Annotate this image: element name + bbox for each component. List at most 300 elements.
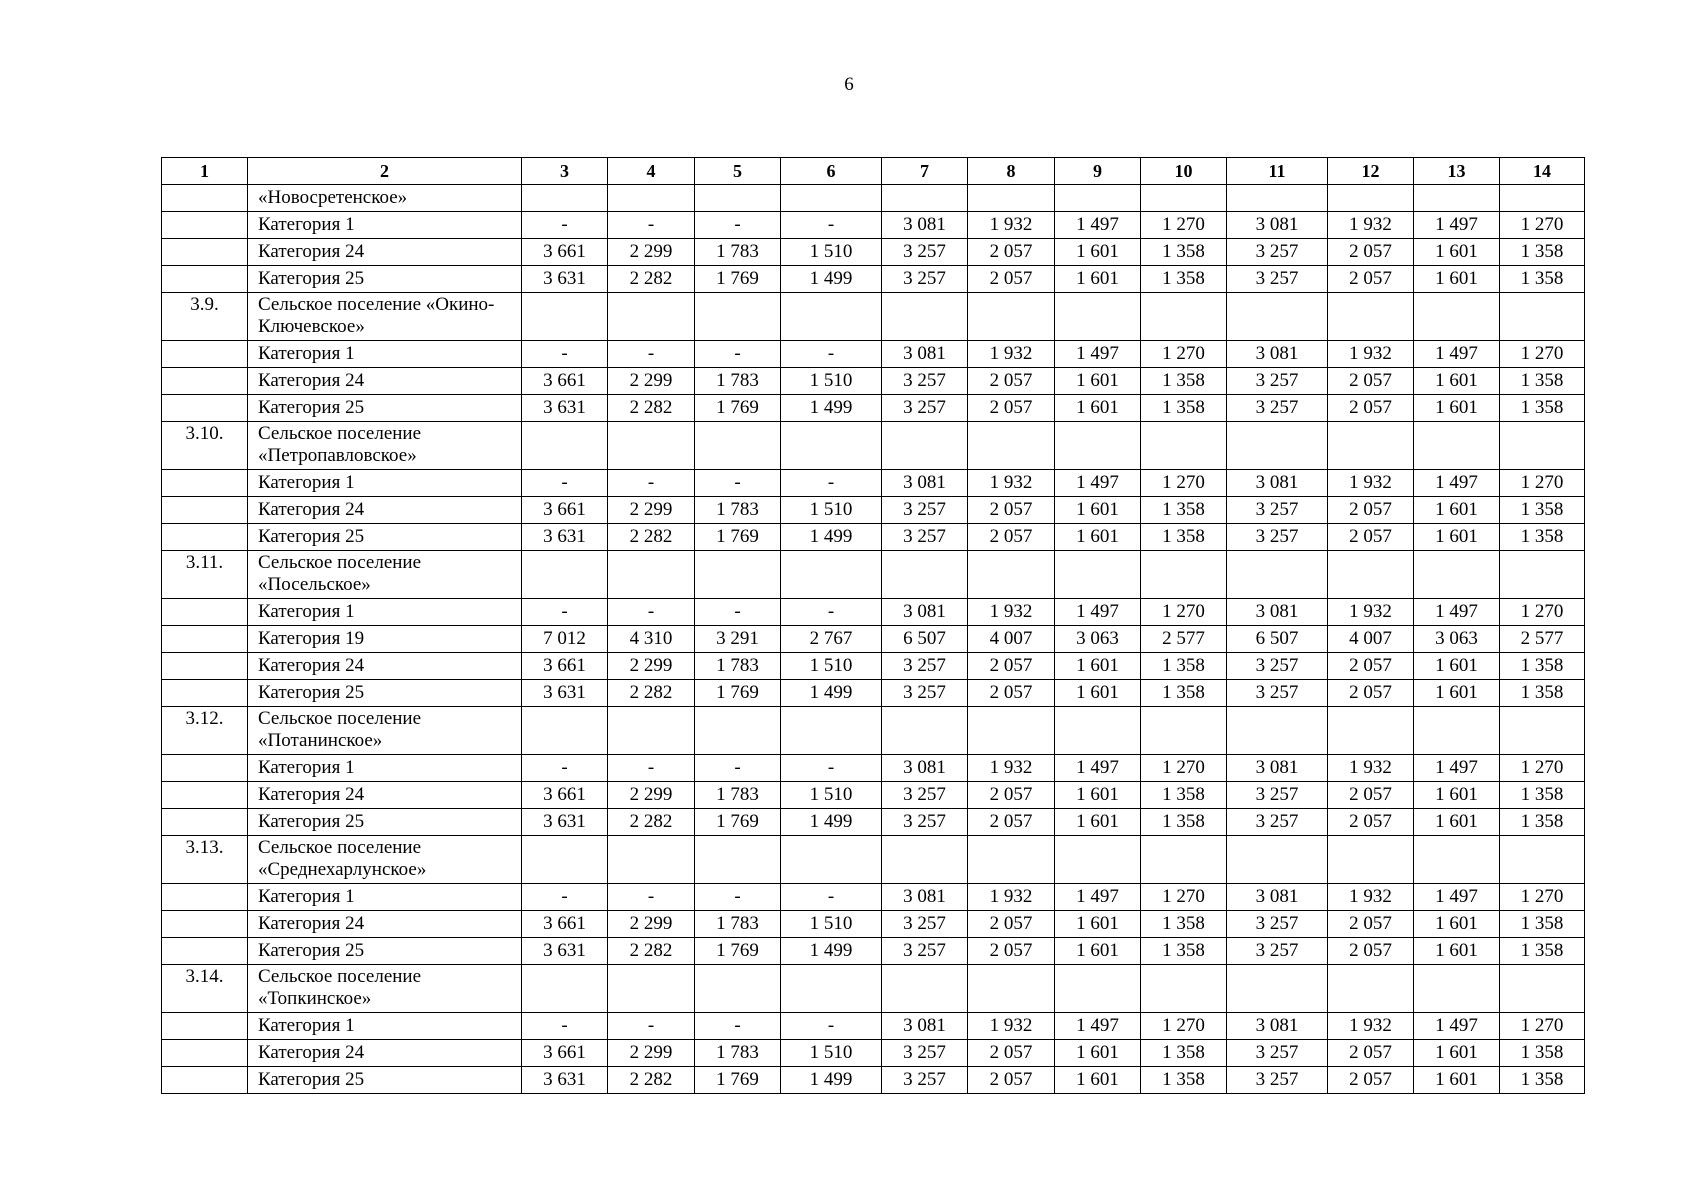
value-cell: 2 299 [608,368,695,395]
value-cell: 1 932 [1328,341,1414,368]
value-cell: 2 299 [608,653,695,680]
value-cell: 1 497 [1414,1013,1500,1040]
value-cell [695,293,781,341]
value-cell: 1 769 [695,938,781,965]
value-cell: 1 497 [1414,884,1500,911]
value-cell: 3 257 [1227,809,1328,836]
row-index [162,626,248,653]
row-index [162,341,248,368]
value-cell: 1 510 [781,497,882,524]
value-cell [882,293,968,341]
value-cell [1414,185,1500,212]
value-cell: 1 510 [781,911,882,938]
row-index: 3.12. [162,707,248,755]
row-index: 3.11. [162,551,248,599]
value-cell: - [522,599,608,626]
value-cell: 1 783 [695,497,781,524]
row-name: Категория 24 [248,239,522,266]
table-row [162,1040,1585,1067]
value-cell: 1 783 [695,1040,781,1067]
value-cell [1141,422,1227,470]
value-cell: 3 661 [522,368,608,395]
value-cell [1328,185,1414,212]
value-cell: - [695,470,781,497]
value-cell [1414,836,1500,884]
value-cell: 2 299 [608,497,695,524]
table-row [162,626,1585,653]
row-index [162,599,248,626]
value-cell: 1 358 [1500,239,1585,266]
value-cell: 2 057 [968,809,1055,836]
value-cell: - [781,212,882,239]
value-cell: 1 497 [1414,470,1500,497]
row-index [162,938,248,965]
value-cell [695,836,781,884]
value-cell: 3 257 [1227,524,1328,551]
column-header: 14 [1500,158,1585,185]
value-cell: - [522,212,608,239]
value-cell: 1 358 [1500,395,1585,422]
value-cell: 1 270 [1141,1013,1227,1040]
value-cell [968,965,1055,1013]
value-cell: 1 601 [1055,239,1141,266]
value-cell: 2 057 [1328,782,1414,809]
value-cell: 1 358 [1500,1040,1585,1067]
value-cell: 1 358 [1500,497,1585,524]
table-row [162,341,1585,368]
table-row [162,680,1585,707]
value-cell: 1 601 [1055,368,1141,395]
value-cell: 1 932 [968,599,1055,626]
value-cell [781,965,882,1013]
value-cell: 1 769 [695,524,781,551]
tariff-table [161,157,1585,1094]
value-cell: - [608,599,695,626]
value-cell: 2 282 [608,1067,695,1094]
value-cell [781,707,882,755]
value-cell [1141,836,1227,884]
table-row [162,1013,1585,1040]
value-cell [695,185,781,212]
value-cell: 3 081 [1227,341,1328,368]
value-cell: 1 358 [1141,239,1227,266]
value-cell: 2 767 [781,626,882,653]
value-cell: 1 270 [1141,884,1227,911]
table-row [162,755,1585,782]
value-cell: 3 257 [882,680,968,707]
value-cell: 3 081 [882,1013,968,1040]
value-cell [608,707,695,755]
column-header: 3 [522,158,608,185]
value-cell: 2 057 [1328,653,1414,680]
value-cell: 3 257 [1227,239,1328,266]
value-cell [695,422,781,470]
value-cell: 1 270 [1141,341,1227,368]
value-cell [1328,836,1414,884]
row-name: Сельское поселение «Потанинское» [248,707,522,755]
value-cell: 2 282 [608,266,695,293]
value-cell: 3 661 [522,1040,608,1067]
value-cell: 3 661 [522,911,608,938]
column-header: 10 [1141,158,1227,185]
value-cell: 1 499 [781,1067,882,1094]
value-cell [608,551,695,599]
row-name: Категория 25 [248,524,522,551]
value-cell [522,965,608,1013]
row-index: 3.13. [162,836,248,884]
row-name: Категория 1 [248,212,522,239]
value-cell: 1 358 [1500,809,1585,836]
value-cell: 2 057 [1328,911,1414,938]
value-cell: 3 081 [882,884,968,911]
value-cell: 3 291 [695,626,781,653]
value-cell: 3 081 [1227,212,1328,239]
value-cell [882,965,968,1013]
value-cell: 3 631 [522,524,608,551]
table-row [162,782,1585,809]
row-name: Категория 1 [248,341,522,368]
value-cell [1141,293,1227,341]
value-cell: - [695,341,781,368]
value-cell [781,422,882,470]
value-cell [1055,965,1141,1013]
value-cell: 2 299 [608,239,695,266]
row-index [162,185,248,212]
value-cell: 3 257 [1227,938,1328,965]
value-cell: - [781,599,882,626]
value-cell: 1 601 [1055,782,1141,809]
section-row [162,422,1585,470]
value-cell [781,551,882,599]
value-cell: 2 057 [968,368,1055,395]
table-row [162,524,1585,551]
value-cell: 2 057 [1328,524,1414,551]
table-header [162,158,1585,185]
value-cell [968,551,1055,599]
value-cell: 2 057 [968,911,1055,938]
row-name: Сельское поселение «Топкинское» [248,965,522,1013]
value-cell: 1 499 [781,680,882,707]
value-cell: 1 510 [781,368,882,395]
value-cell: 1 601 [1055,911,1141,938]
value-cell: 1 497 [1055,755,1141,782]
value-cell: 1 601 [1414,911,1500,938]
value-cell [1500,293,1585,341]
value-cell: 4 007 [1328,626,1414,653]
value-cell: 2 057 [968,239,1055,266]
value-cell: 6 507 [882,626,968,653]
row-index [162,1067,248,1094]
value-cell: 1 601 [1414,395,1500,422]
row-index [162,497,248,524]
value-cell: 1 358 [1141,395,1227,422]
value-cell: 3 081 [1227,755,1328,782]
value-cell: - [608,212,695,239]
value-cell: 1 358 [1141,938,1227,965]
value-cell: 1 601 [1055,1040,1141,1067]
column-header: 2 [248,158,522,185]
value-cell: 2 299 [608,911,695,938]
value-cell: 1 601 [1414,1067,1500,1094]
value-cell: 3 257 [882,1067,968,1094]
value-cell: - [522,470,608,497]
value-cell [1414,293,1500,341]
value-cell: 1 497 [1055,1013,1141,1040]
value-cell: 1 601 [1055,653,1141,680]
value-cell: 1 601 [1055,809,1141,836]
row-name: Категория 24 [248,368,522,395]
value-cell: 3 257 [1227,1067,1328,1094]
row-index [162,239,248,266]
value-cell [1227,185,1328,212]
value-cell: 1 270 [1141,470,1227,497]
value-cell: 2 057 [1328,938,1414,965]
value-cell: 1 783 [695,239,781,266]
row-name: Категория 24 [248,497,522,524]
header-row [162,158,1585,185]
value-cell: 1 499 [781,524,882,551]
value-cell: 2 057 [968,1067,1055,1094]
value-cell [522,293,608,341]
row-index: 3.14. [162,965,248,1013]
column-header: 5 [695,158,781,185]
table-row [162,911,1585,938]
value-cell: 1 497 [1055,341,1141,368]
value-cell [1414,965,1500,1013]
value-cell: 1 601 [1055,938,1141,965]
value-cell: 1 358 [1500,368,1585,395]
value-cell: 3 661 [522,497,608,524]
value-cell: 1 932 [1328,470,1414,497]
value-cell: 1 497 [1055,599,1141,626]
row-index [162,809,248,836]
value-cell: 3 631 [522,1067,608,1094]
column-header: 9 [1055,158,1141,185]
value-cell: 1 499 [781,266,882,293]
value-cell [1500,836,1585,884]
value-cell: - [695,599,781,626]
value-cell: 3 063 [1414,626,1500,653]
value-cell: 1 601 [1414,809,1500,836]
row-name: Категория 24 [248,653,522,680]
table-row [162,884,1585,911]
value-cell: 1 270 [1500,341,1585,368]
value-cell: 3 257 [882,653,968,680]
value-cell: 3 081 [882,341,968,368]
value-cell: 1 932 [1328,1013,1414,1040]
value-cell: 2 282 [608,809,695,836]
value-cell: 1 783 [695,782,781,809]
value-cell: 1 601 [1414,653,1500,680]
table-row [162,653,1585,680]
value-cell [968,836,1055,884]
value-cell: - [608,884,695,911]
value-cell [608,422,695,470]
section-row [162,551,1585,599]
value-cell [1227,836,1328,884]
value-cell [968,707,1055,755]
table-row [162,470,1585,497]
value-cell: 1 358 [1141,266,1227,293]
value-cell: - [781,341,882,368]
value-cell: 3 257 [882,938,968,965]
value-cell: 3 257 [1227,782,1328,809]
table-row [162,938,1585,965]
row-index: 3.9. [162,293,248,341]
row-index [162,395,248,422]
value-cell: 2 057 [968,1040,1055,1067]
value-cell: 1 497 [1055,884,1141,911]
value-cell: 1 510 [781,1040,882,1067]
value-cell: 1 932 [1328,884,1414,911]
value-cell: 3 257 [1227,653,1328,680]
value-cell: 3 631 [522,809,608,836]
value-cell [968,293,1055,341]
value-cell [1141,551,1227,599]
value-cell: 1 601 [1414,266,1500,293]
row-name: Категория 1 [248,884,522,911]
value-cell: 1 270 [1500,1013,1585,1040]
row-index [162,524,248,551]
value-cell: - [522,341,608,368]
value-cell [781,836,882,884]
value-cell: 3 257 [882,524,968,551]
value-cell: 3 257 [882,497,968,524]
row-name: Категория 25 [248,395,522,422]
value-cell [1055,185,1141,212]
value-cell: 1 601 [1414,680,1500,707]
value-cell [1227,707,1328,755]
value-cell [1055,836,1141,884]
value-cell: 2 057 [968,680,1055,707]
value-cell: 1 601 [1055,266,1141,293]
value-cell: - [608,755,695,782]
value-cell [1227,551,1328,599]
row-name: Категория 25 [248,266,522,293]
value-cell: 1 358 [1500,782,1585,809]
section-row [162,293,1585,341]
value-cell: - [522,755,608,782]
value-cell: 1 769 [695,809,781,836]
value-cell: 3 081 [1227,470,1328,497]
value-cell: 1 270 [1500,755,1585,782]
value-cell: 3 257 [882,239,968,266]
row-name: Категория 25 [248,1067,522,1094]
value-cell: 1 601 [1055,395,1141,422]
value-cell: 1 932 [1328,212,1414,239]
value-cell [1328,965,1414,1013]
value-cell: 3 661 [522,653,608,680]
value-cell [1141,185,1227,212]
value-cell [608,185,695,212]
value-cell: 1 932 [968,470,1055,497]
value-cell: - [522,884,608,911]
value-cell: 1 358 [1141,653,1227,680]
table-row [162,497,1585,524]
value-cell: 1 601 [1414,938,1500,965]
value-cell: 3 063 [1055,626,1141,653]
value-cell [1500,551,1585,599]
value-cell: 3 631 [522,938,608,965]
value-cell [522,422,608,470]
value-cell [781,293,882,341]
value-cell: 1 358 [1500,1067,1585,1094]
value-cell: 1 497 [1055,212,1141,239]
row-name: Сельское поселение «Посельское» [248,551,522,599]
row-name: Категория 24 [248,911,522,938]
column-header: 13 [1414,158,1500,185]
value-cell: 1 358 [1500,680,1585,707]
value-cell: 3 257 [882,266,968,293]
value-cell: 1 270 [1141,599,1227,626]
table-row [162,1067,1585,1094]
value-cell: 3 257 [882,911,968,938]
value-cell: 2 057 [968,266,1055,293]
row-name: Категория 1 [248,755,522,782]
value-cell: 3 081 [882,212,968,239]
value-cell: 3 081 [1227,884,1328,911]
value-cell: 3 257 [1227,911,1328,938]
value-cell: 2 057 [1328,266,1414,293]
value-cell: 1 932 [968,341,1055,368]
value-cell: 1 358 [1141,782,1227,809]
value-cell: 1 270 [1500,884,1585,911]
value-cell: 2 057 [1328,1067,1414,1094]
value-cell: 1 358 [1141,524,1227,551]
value-cell: - [781,1013,882,1040]
value-cell: 3 661 [522,782,608,809]
value-cell [522,551,608,599]
value-cell: 1 510 [781,653,882,680]
value-cell: 1 358 [1141,680,1227,707]
row-index [162,266,248,293]
row-name: Категория 25 [248,809,522,836]
value-cell: 2 057 [1328,1040,1414,1067]
value-cell [1414,707,1500,755]
value-cell: 1 769 [695,1067,781,1094]
value-cell: 1 497 [1055,470,1141,497]
table-row [162,368,1585,395]
value-cell: 4 007 [968,626,1055,653]
row-index [162,680,248,707]
value-cell [968,185,1055,212]
value-cell: 3 257 [1227,680,1328,707]
section-row [162,836,1585,884]
table-row [162,809,1585,836]
value-cell [1500,185,1585,212]
row-index [162,755,248,782]
value-cell: 1 499 [781,938,882,965]
value-cell: - [695,1013,781,1040]
value-cell: - [608,341,695,368]
value-cell: - [522,1013,608,1040]
value-cell: 1 932 [1328,755,1414,782]
value-cell: - [608,1013,695,1040]
value-cell [1055,422,1141,470]
column-header: 7 [882,158,968,185]
value-cell: 1 510 [781,239,882,266]
row-index [162,884,248,911]
row-index [162,1013,248,1040]
row-name: Категория 19 [248,626,522,653]
value-cell: 1 510 [781,782,882,809]
value-cell: 3 661 [522,239,608,266]
row-index: 3.10. [162,422,248,470]
value-cell: - [695,212,781,239]
value-cell: 3 257 [882,1040,968,1067]
table-row [162,212,1585,239]
value-cell: 2 057 [1328,239,1414,266]
